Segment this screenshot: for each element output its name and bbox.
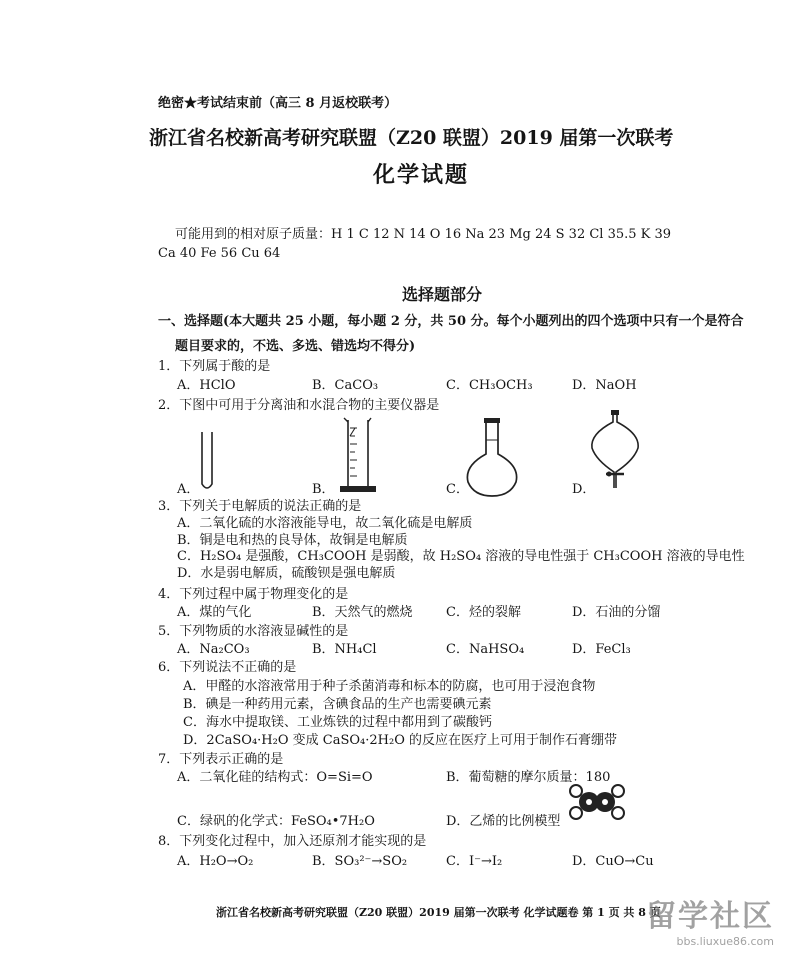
q8-option-a: A．H₂O→O₂ <box>177 854 254 869</box>
exam-title: 浙江省名校新高考研究联盟（Z20 联盟）2019 届第一次联考 <box>149 127 674 149</box>
test-tube-icon <box>196 432 220 494</box>
watermark-brand: 留学社区 <box>646 899 774 934</box>
q1-options <box>0 378 800 394</box>
q1-stem: 1．下列属于酸的是 <box>158 359 271 374</box>
q6-option-a: A．甲醛的水溶液常用于种子杀菌消毒和标本的防腐，也可用于浸泡食物 <box>183 679 596 694</box>
graduated-cylinder-icon <box>338 416 378 496</box>
q1-option-b: B．CaCO₃ <box>312 378 379 393</box>
q7-option-b: B．葡萄糖的摩尔质量：180 <box>446 770 611 785</box>
q2-option-c: C． <box>446 482 469 497</box>
section-instruction-2: 题目要求的，不选、多选、错选均不得分) <box>175 339 416 354</box>
q6-option-c: C．海水中提取镁、工业炼铁的过程中都用到了碳酸钙 <box>183 715 492 730</box>
confidential-note: 绝密★考试结束前（高三 8 月返校联考） <box>158 96 398 111</box>
q3-option-d: D．水是弱电解质，硫酸钡是强电解质 <box>177 566 396 581</box>
atomic-mass-line-2: Ca 40 Fe 56 Cu 64 <box>158 246 281 261</box>
q2-options <box>0 482 800 498</box>
q8-stem: 8．下列变化过程中，加入还原剂才能实现的是 <box>158 834 427 849</box>
q2-option-a: A． <box>177 482 200 497</box>
q1-option-a: A．HClO <box>177 378 236 393</box>
q3-option-c: C．H₂SO₄ 是强酸，CH₃COOH 是弱酸，故 H₂SO₄ 溶液的导电性强于 CH₃COOH 溶液的导电性 <box>177 549 745 564</box>
watermark <box>646 891 774 948</box>
q5-option-c: C．NaHSO₄ <box>446 642 525 657</box>
q4-option-b: B．天然气的燃烧 <box>312 605 413 620</box>
q7-option-d: D．乙烯的比例模型 <box>446 814 561 829</box>
atomic-mass-line-1: 可能用到的相对原子质量：H 1 C 12 N 14 O 16 Na 23 Mg 24 S 32 Cl 35.5 K 39 <box>175 227 672 242</box>
q4-option-a: A．煤的气化 <box>177 605 252 620</box>
separatory-funnel-icon <box>586 408 646 498</box>
q2-option-b: B． <box>312 482 335 497</box>
q2-option-d: D． <box>572 482 596 497</box>
q8-options <box>0 854 800 870</box>
volumetric-flask-icon <box>460 414 524 498</box>
q6-stem: 6．下列说法不正确的是 <box>158 660 297 675</box>
q5-option-b: B．NH₄Cl <box>312 642 377 657</box>
section-instruction-1: 一、选择题(本大题共 25 小题，每小题 2 分，共 50 分。每个小题列出的四个选项中只有一个是符合 <box>158 314 744 329</box>
q5-option-d: D．FeCl₃ <box>572 642 631 657</box>
q4-stem: 4．下列过程中属于物理变化的是 <box>158 587 349 602</box>
q1-option-d: D．NaOH <box>572 378 637 393</box>
q5-option-a: A．Na₂CO₃ <box>177 642 250 657</box>
watermark-url: bbs.liuxue86.com <box>676 935 774 948</box>
q8-option-c: C．I⁻→I₂ <box>446 854 503 869</box>
q7-option-a: A．二氧化硅的结构式：O=Si=O <box>177 770 373 785</box>
q8-option-d: D．CuO→Cu <box>572 854 654 869</box>
ethylene-model-icon <box>566 784 628 820</box>
q4-option-d: D．石油的分馏 <box>572 605 661 620</box>
q5-stem: 5．下列物质的水溶液显碱性的是 <box>158 624 349 639</box>
q7-stem: 7．下列表示正确的是 <box>158 752 284 767</box>
page-footer: 浙江省名校新高考研究联盟（Z20 联盟）2019 届第一次联考 化学试题卷 第 1 页 共 8 页 <box>216 906 661 919</box>
q3-option-b: B．铜是电和热的良导体，故铜是电解质 <box>177 533 408 548</box>
q4-option-c: C．烃的裂解 <box>446 605 521 620</box>
q8-option-b: B．SO₃²⁻→SO₂ <box>312 854 408 869</box>
q6-option-d: D．2CaSO₄·H₂O 变成 CaSO₄·2H₂O 的反应在医疗上可用于制作石膏绷带 <box>183 733 617 748</box>
q5-options <box>0 642 800 658</box>
q3-stem: 3．下列关于电解质的说法正确的是 <box>158 499 362 514</box>
q4-options <box>0 605 800 621</box>
q2-stem: 2．下图中可用于分离油和水混合物的主要仪器是 <box>158 398 440 413</box>
q7-option-c: C．绿矾的化学式：FeSO₄•7H₂O <box>177 814 375 829</box>
section-title: 选择题部分 <box>402 285 483 304</box>
q3-option-a: A．二氧化硫的水溶液能导电，故二氧化硫是电解质 <box>177 516 473 531</box>
q1-option-c: C．CH₃OCH₃ <box>446 378 533 393</box>
q6-option-b: B．碘是一种药用元素，含碘食品的生产也需要碘元素 <box>183 697 492 712</box>
exam-subtitle: 化学试题 <box>373 162 470 188</box>
